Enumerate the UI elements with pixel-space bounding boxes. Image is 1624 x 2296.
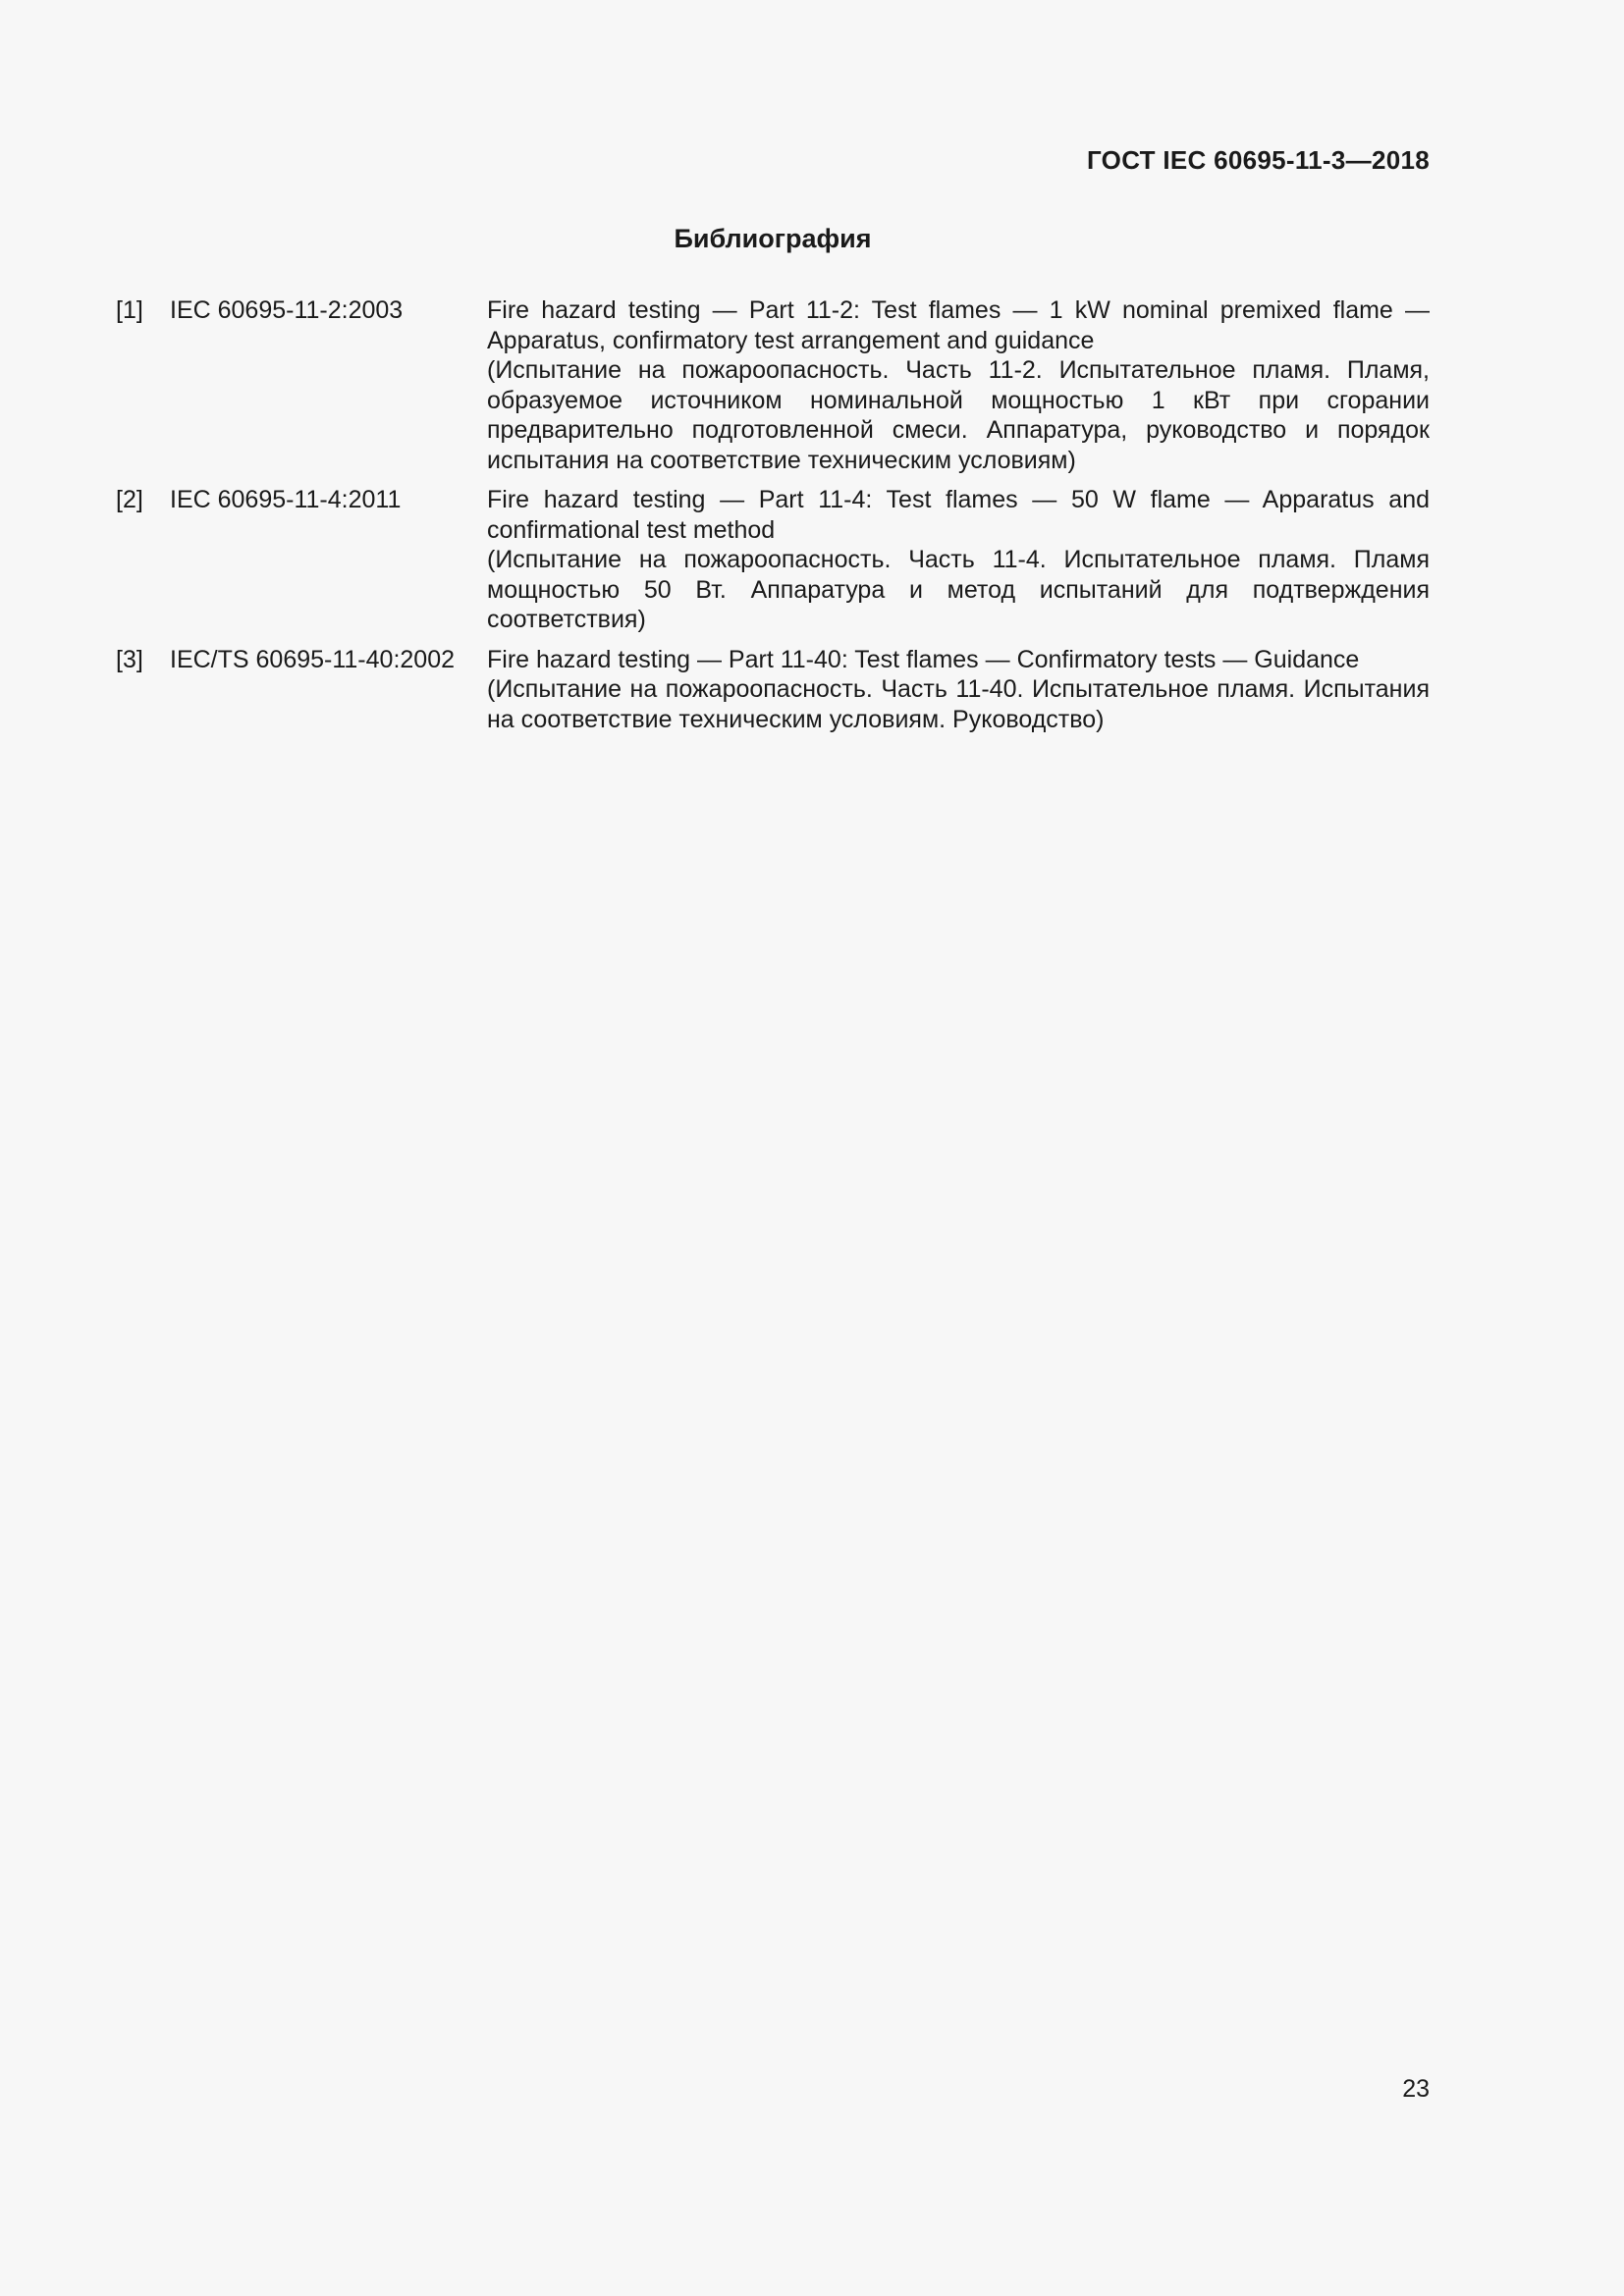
entry-description bbox=[487, 645, 1430, 735]
bibliography-entry bbox=[116, 295, 1430, 475]
entry-title-ru: (Испытание на пожароопасность. Часть 11-40. Испытательное пламя. Испытания на соответствие техническим условиям. Руководство) bbox=[487, 675, 1430, 733]
bibliography-list bbox=[116, 295, 1430, 744]
entry-code: IEC 60695-11-2:2003 bbox=[170, 296, 404, 324]
entry-description bbox=[487, 295, 1430, 475]
entry-number: [2] bbox=[116, 486, 143, 513]
entry-title-ru: (Испытание на пожароопасность. Часть 11-4. Испытательное пламя. Пламя мощностью 50 Вт. Аппаратура и метод испытаний для подтверждения соответствия) bbox=[487, 546, 1430, 633]
entry-code: IEC 60695-11-4:2011 bbox=[170, 486, 402, 513]
entry-title-ru: (Испытание на пожароопасность. Часть 11-2. Испытательное пламя. Пламя, образуемое источником номинальной мощностью 1 кВт при сгорании предварительно подготовленной смеси. Аппаратура, руководство и порядок испытания на соответствие техническим условиям) bbox=[487, 356, 1430, 474]
page-number: 23 bbox=[1402, 2075, 1430, 2103]
document-header: ГОСТ IEC 60695-11-3—2018 bbox=[1086, 145, 1430, 175]
entry-title-en: Fire hazard testing — Part 11-40: Test flames — Confirmatory tests — Guidance bbox=[487, 645, 1360, 673]
entry-description bbox=[487, 485, 1430, 635]
entry-number: [3] bbox=[116, 645, 143, 673]
entry-title-en: Fire hazard testing — Part 11-2: Test flames — 1 kW nominal premixed flame — Apparatus, confirmatory test arrangement and guidance bbox=[487, 296, 1430, 354]
bibliography-entry bbox=[116, 485, 1430, 635]
section-title: Библиография bbox=[674, 224, 872, 253]
bibliography-entry bbox=[116, 645, 1430, 735]
entry-code: IEC/TS 60695-11-40:2002 bbox=[170, 645, 456, 673]
entry-title-en: Fire hazard testing — Part 11-4: Test flames — 50 W flame — Apparatus and confirmational test method bbox=[487, 486, 1430, 544]
entry-number: [1] bbox=[116, 296, 143, 324]
